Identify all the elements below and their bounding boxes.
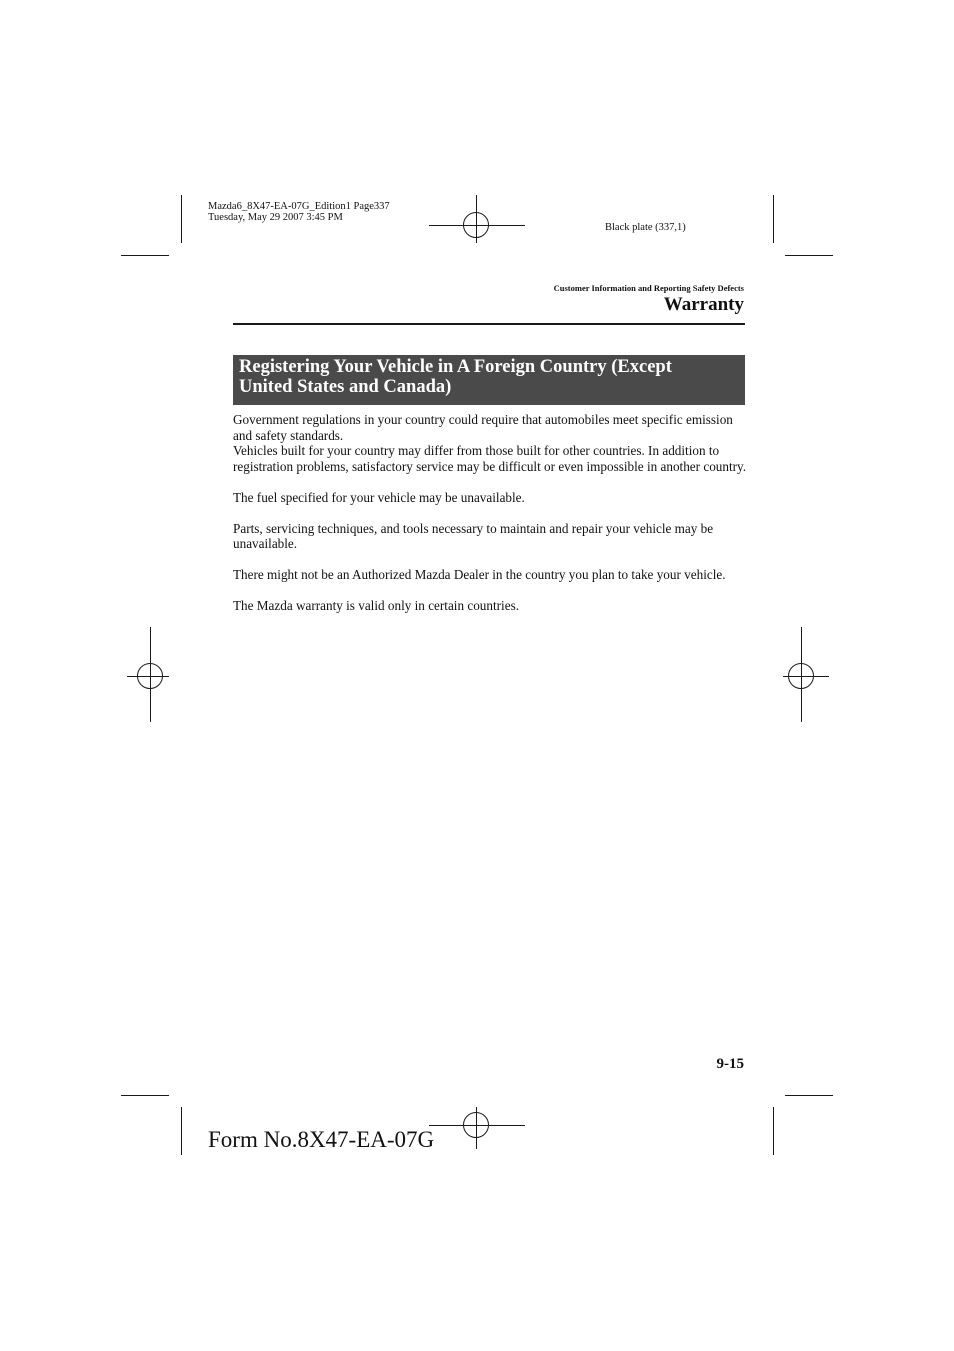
article-title-box (233, 355, 745, 405)
print-info-file: Mazda6_8X47-EA-07G_Edition1 Page337 (208, 201, 390, 212)
article-body (233, 412, 748, 629)
print-info-timestamp: Tuesday, May 29 2007 3:45 PM (208, 212, 343, 223)
page-number: 9-15 (716, 1056, 744, 1072)
paragraph: Parts, servicing techniques, and tools necessary to maintain and repair your vehicle may be unavailable. (233, 520, 714, 551)
section-title: Warranty (663, 294, 744, 315)
form-number: Form No.8X47-EA-07G (208, 1127, 435, 1152)
article-title-line-1: Registering Your Vehicle in A Foreign Country (Except (239, 357, 672, 377)
paragraph: The Mazda warranty is valid only in certain countries. (233, 598, 519, 613)
paragraph: The fuel specified for your vehicle may be unavailable. (233, 489, 525, 505)
chapter-label: Customer Information and Reporting Safety Defects (553, 283, 744, 293)
print-info-plate: Black plate (337,1) (605, 222, 686, 233)
paragraph: There might not be an Authorized Mazda Dealer in the country you plan to take your vehicle. (233, 567, 726, 582)
header-rule (233, 323, 745, 325)
paragraph: Vehicles built for your country may differ from those built for other countries. In addition to registration problems, satisfactory service may be difficult or even impossible in another country. (233, 443, 747, 474)
paragraph: Government regulations in your country could require that automobiles meet specific emission and safety standards. (233, 412, 733, 443)
article-title-line-2: United States and Canada) (239, 376, 452, 397)
